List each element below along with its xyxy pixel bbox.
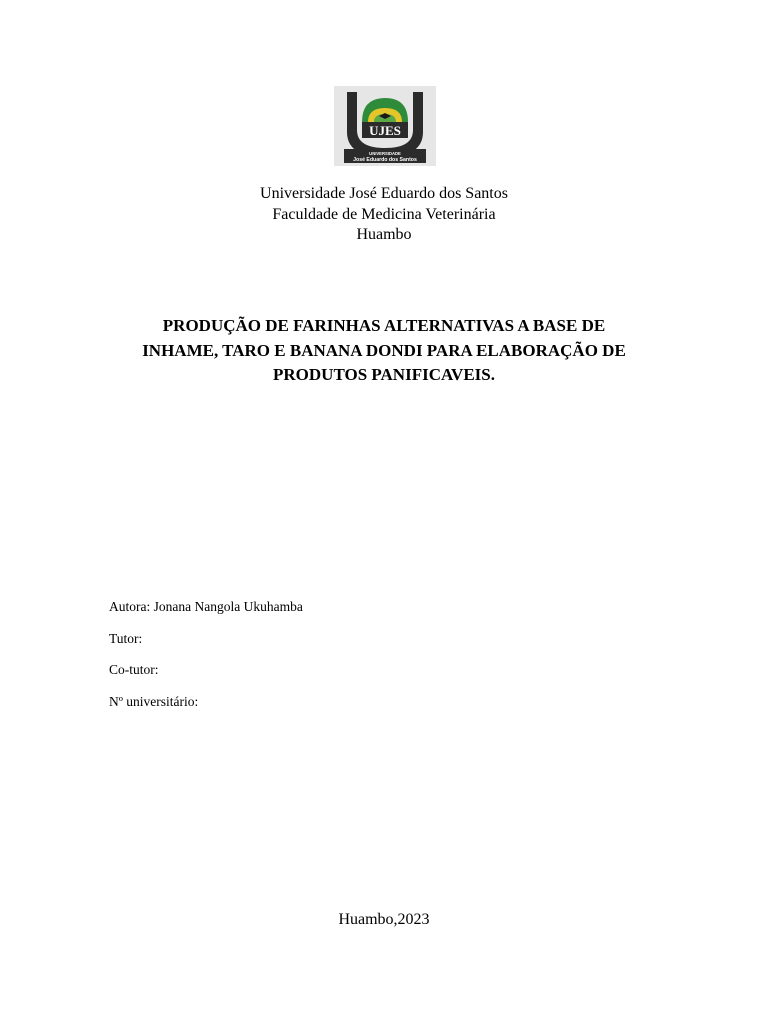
ujes-logo-icon [334, 86, 436, 166]
tutor-line: Tutor: [109, 630, 143, 646]
city-name: Huambo [356, 226, 412, 243]
faculty-name: Faculdade de Medicina Veterinária [272, 205, 496, 223]
author-line: Autora: Jonana Nangola Ukuhamba [109, 599, 303, 614]
university-logo [334, 86, 436, 166]
student-number-line: Nº universitário: [109, 693, 199, 709]
document-title [90, 314, 678, 388]
author-info [109, 598, 303, 724]
place-and-year: Huambo,2023 [338, 911, 430, 928]
logo-text-line1: UNIVERSIDADE [369, 151, 401, 156]
logo-wordmark: UJES [369, 123, 401, 138]
title-line-3: PRODUTOS PANIFICAVEIS. [273, 365, 495, 384]
title-line-2: INHAME, TARO E BANANA DONDI PARA ELABORAÇÃO DE [142, 340, 626, 360]
cotutor-line: Co-tutor: [109, 662, 159, 677]
logo-text-line2: José Eduardo dos Santos [353, 157, 417, 163]
title-line-1: PRODUÇÃO DE FARINHAS ALTERNATIVAS A BASE DE [162, 316, 606, 335]
institution-block [0, 184, 768, 246]
university-name: Universidade José Eduardo dos Santos [260, 185, 508, 202]
